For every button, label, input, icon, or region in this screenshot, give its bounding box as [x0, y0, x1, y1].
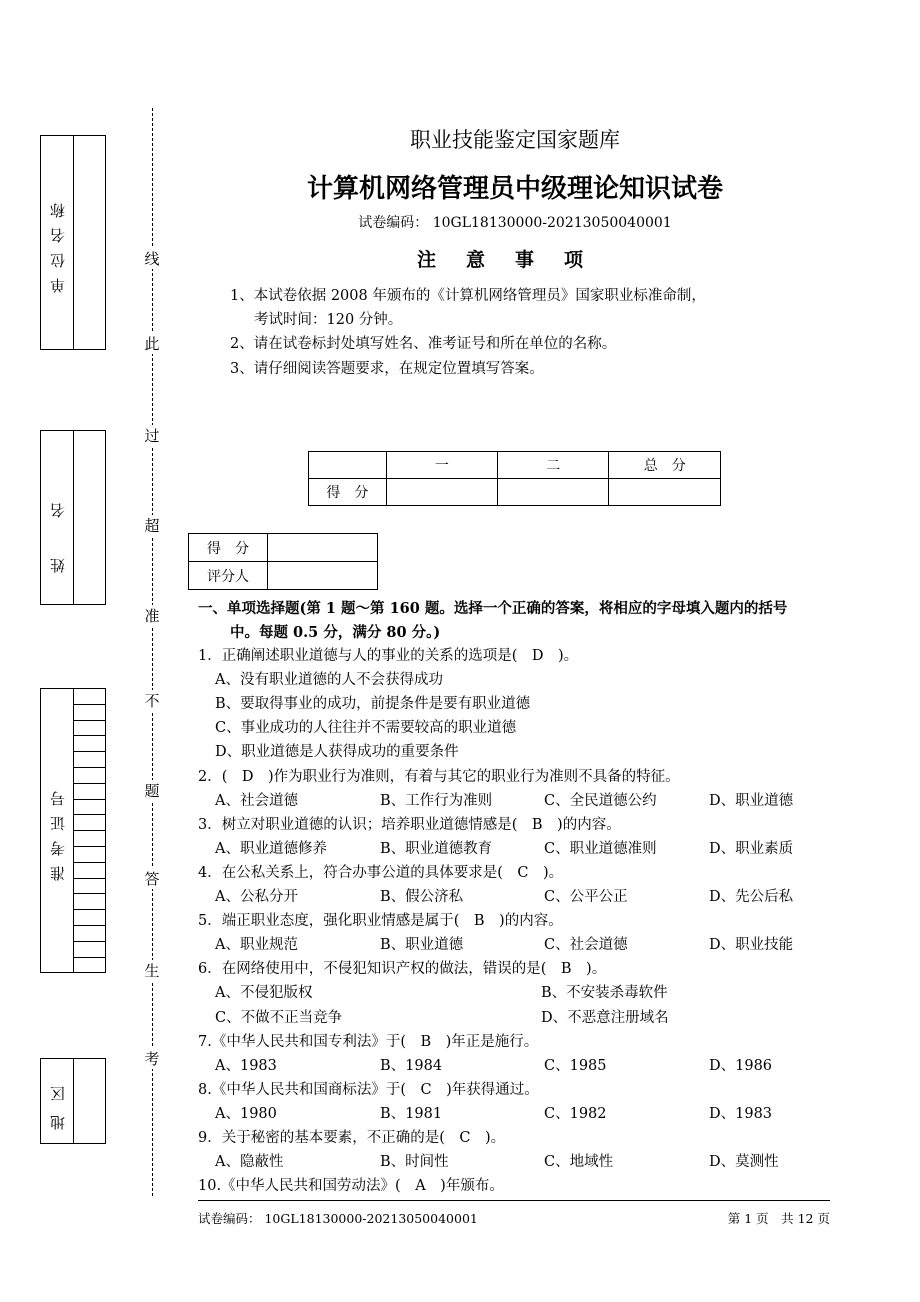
note-2: 2、请在试卷标封处填写姓名、准考证号和所在单位的名称。 [230, 336, 617, 352]
grader-cell[interactable] [268, 562, 378, 590]
answer-option: C、地域性 [544, 1154, 614, 1171]
score-input-cell[interactable] [386, 479, 497, 506]
section-heading-cont: 中。每题 0.5 分，满分 80 分。) [230, 624, 441, 641]
answer-option: C、社会道德 [544, 937, 628, 954]
exam-code: 试卷编码： 10GL18130000-20213050040001 [358, 215, 672, 231]
answer-option: A、社会道德 [215, 792, 298, 809]
region-label: 地区 [48, 1072, 67, 1130]
answer-option: D、1986 [709, 1057, 773, 1074]
answer-option: D、职业道德是人获得成功的重要条件 [215, 744, 459, 761]
score-input-cell[interactable] [609, 479, 721, 506]
footer-code: 试卷编码： 10GL18130000-20213050040001 [198, 1211, 478, 1226]
score-header-cell [309, 452, 387, 479]
seal-char: 题 [142, 780, 162, 801]
answer-option: C、公平公正 [544, 889, 628, 905]
answer-option: D、1983 [709, 1105, 773, 1122]
exam-title: 计算机网络管理员中级理论知识试卷 [306, 174, 723, 204]
answer-option: B、职业道德 [380, 937, 464, 954]
ticket-number-box[interactable] [40, 688, 106, 973]
answer-option: A、职业道德修养 [215, 840, 327, 857]
answer-option: A、1983 [215, 1057, 277, 1074]
answer-option: B、工作行为准则 [380, 792, 493, 809]
question-stem: 7.《中华人民共和国专利法》于( B )年正是施行。 [198, 1033, 539, 1050]
grader-score-label: 得 分 [189, 534, 268, 562]
ticket-number-label: 准考证号 [48, 780, 67, 881]
score-table [308, 451, 721, 506]
seal-char: 准 [142, 605, 162, 626]
answer-option: B、要取得事业的成功，前提条件是要有职业道德 [215, 696, 531, 713]
answer-option: A、职业规范 [215, 937, 298, 954]
grader-label: 评分人 [189, 562, 268, 590]
ticket-digit-grid[interactable] [73, 689, 105, 972]
seal-char: 不 [142, 690, 162, 711]
grader-score-cell[interactable] [268, 534, 378, 562]
seal-char: 答 [142, 868, 162, 889]
note-1-cont: 考试时间：120 分钟。 [254, 312, 403, 328]
answer-option: A、1980 [215, 1105, 277, 1122]
question-bank-title: 职业技能鉴定国家题库 [410, 128, 620, 152]
unit-name-label: 单位名称 [48, 192, 67, 293]
answer-option: B、1984 [380, 1057, 443, 1074]
name-label: 姓名 [48, 462, 67, 573]
answer-option: B、假公济私 [380, 889, 464, 905]
score-header-cell: 一 [386, 452, 497, 479]
name-box[interactable] [40, 430, 106, 605]
answer-option: B、时间性 [380, 1154, 449, 1171]
ticket-label-cell [41, 689, 74, 972]
answer-option: A、没有职业道德的人不会获得成功 [215, 672, 443, 689]
grader-table [188, 533, 378, 590]
seal-char: 过 [142, 425, 162, 446]
answer-option: C、不做不正当竞争 [215, 1009, 343, 1026]
name-label-cell [41, 431, 74, 604]
answer-option: C、1985 [544, 1057, 607, 1074]
notice-heading: 注意事项 [416, 249, 613, 271]
region-label-cell [41, 1059, 74, 1143]
score-header-cell: 二 [498, 452, 609, 479]
seal-char: 线 [142, 248, 162, 269]
question-stem: 10.《中华人民共和国劳动法》( A )年颁布。 [198, 1178, 504, 1195]
question-stem: 5．端正职业态度，强化职业情感是属于( B )的内容。 [198, 913, 563, 930]
answer-option: A、隐蔽性 [215, 1154, 284, 1171]
section-heading: 一、单项选择题(第 1 题～第 160 题。选择一个正确的答案，将相应的字母填入题内的括号 [198, 600, 788, 617]
answer-option: D、莫测性 [709, 1154, 779, 1171]
seal-char: 考 [142, 1048, 162, 1069]
note-1: 1、本试卷依据 2008 年颁布的《计算机网络管理员》国家职业标准命制， [230, 288, 706, 304]
region-box[interactable] [40, 1058, 106, 1144]
seal-char: 生 [142, 960, 162, 981]
answer-option: C、事业成功的人往往并不需要较高的职业道德 [215, 720, 517, 737]
answer-option: C、职业道德准则 [544, 840, 657, 857]
answer-option: D、职业素质 [709, 840, 794, 857]
page-footer [198, 1200, 830, 1227]
answer-option: C、全民道德公约 [544, 792, 657, 809]
question-stem: 3．树立对职业道德的认识；培养职业道德情感是( B )的内容。 [198, 816, 621, 833]
question-stem: 8.《中华人民共和国商标法》于( C )年获得通过。 [198, 1081, 539, 1098]
answer-option: A、公私分开 [215, 889, 298, 905]
answer-option: B、1981 [380, 1105, 443, 1122]
seal-char: 超 [142, 515, 162, 536]
seal-char: 此 [142, 333, 162, 354]
answer-option: D、不恶意注册域名 [541, 1009, 669, 1026]
answer-option: B、不安装杀毒软件 [541, 985, 668, 1002]
question-stem: 4．在公私关系上，符合办事公道的具体要求是( C )。 [198, 864, 564, 881]
footer-page: 第 1 页 共 12 页 [727, 1211, 830, 1226]
score-header-cell: 总 分 [609, 452, 721, 479]
answer-option: A、不侵犯版权 [215, 985, 313, 1002]
answer-option: D、职业道德 [709, 792, 794, 809]
answer-option: D、职业技能 [709, 937, 794, 954]
answer-option: D、先公后私 [709, 889, 794, 905]
answer-option: B、职业道德教育 [380, 840, 493, 857]
question-stem: 6．在网络使用中，不侵犯知识产权的做法，错误的是( B )。 [198, 961, 607, 978]
question-stem: 9．关于秘密的基本要素，不正确的是( C )。 [198, 1130, 506, 1146]
question-stem: 2．( D )作为职业行为准则，有着与其它的职业行为准则不具备的特征。 [198, 768, 680, 785]
question-stem: 1．正确阐述职业道德与人的事业的关系的选项是( D )。 [198, 648, 579, 664]
answer-option: C、1982 [544, 1105, 607, 1122]
score-input-cell[interactable] [498, 479, 609, 506]
score-row-label: 得 分 [309, 479, 387, 506]
note-3: 3、请仔细阅读答题要求，在规定位置填写答案。 [230, 361, 544, 377]
